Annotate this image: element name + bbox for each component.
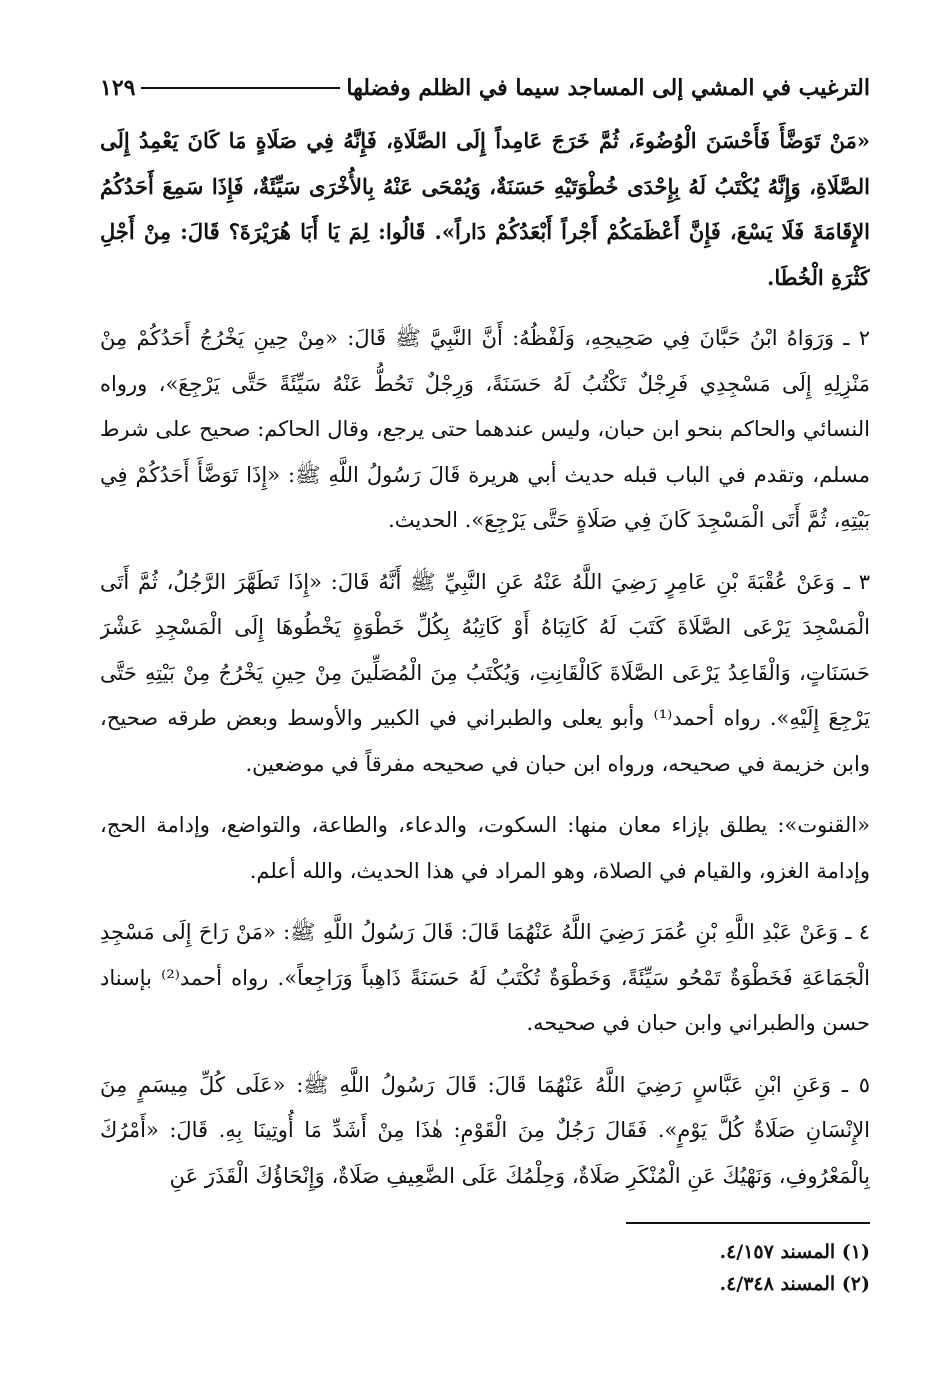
chapter-title: الترغيب في المشي إلى المساجد سيما في الظلم وفضلها (346, 75, 870, 101)
paragraph-hadith-2: ٢ ـ وَرَوَاهُ ابْنُ حَبَّانَ فِي صَحِيحِهِ، وَلَفْظُهُ: أَنَّ النَّبِيَّ ﷺ قَالَ: «مِنْ حِينِ يَخْرُجُ أَحَدُكُمْ مِنْ مَنْزِلِهِ إِلَى مَسْجِدِي فَرِجْلٌ تَكْتُبُ لَهُ حَسَنَةً، وَرِجْلٌ تَحُطُّ عَنْهُ سَيِّئَةً حَتَّى يَرْجِعَ»، ورواه النسائي والحاكم بنحو ابن حبان، وليس عندهما حتى يرجع، وقال الحاكم: صحيح على شرط مسلم، وتقدم في الباب قبله حديث أبي هريرة قَالَ رَسُولُ اللَّهِ ﷺ: «إِذَا تَوَضَّأَ أَحَدُكُمْ فِي بَيْتِهِ، ثُمَّ أَتَى الْمَسْجِدَ كَانَ فِي صَلَاةٍ حَتَّى يَرْجِعَ». الحديث. (100, 326, 870, 532)
header-rule (141, 87, 340, 89)
running-header (100, 70, 870, 106)
page-body (100, 118, 870, 1198)
footnotes (100, 1236, 870, 1300)
paragraph-hadith-4: ٤ ـ وَعَنْ عَبْدِ اللَّهِ بْنِ عُمَرَ رَضِيَ اللَّهُ عَنْهُمَا قَالَ: قَالَ رَسُولُ اللَّهِ ﷺ: «مَنْ رَاحَ إِلَى مَسْجِدِ الْجَمَاعَةِ فَخَطْوَةٌ تَمْحُو سَيِّئَةً، وَخَطْوَةٌ تُكْتَبُ لَهُ حَسَنَةً ذَاهِباً وَرَاجِعاً». رواه أحمد⁽²⁾ بإسناد حسن والطبراني وابن حبان في صحيحه. (100, 920, 870, 1035)
footnote-rule (626, 1222, 870, 1224)
paragraph-hadith-5: ٥ ـ وَعَنِ ابْنِ عَبَّاسٍ رَضِيَ اللَّهُ عَنْهُمَا قَالَ: قَالَ رَسُولُ اللَّهِ ﷺ: «عَلَى كُلِّ مِيسَمٍ مِنَ الإِنْسَانِ صَلَاةٌ كُلَّ يَوْمٍ». فَقَالَ رَجُلٌ مِنَ الْقَوْمِ: هٰذَا مِنْ أَشَدِّ مَا أُوتِينَا بِهِ. قَالَ: «أَمْرُكَ بِالْمَعْرُوفِ، وَنَهْيُكَ عَنِ الْمُنْكَرِ صَلَاةٌ، وَحِلْمُكَ عَلَى الضَّعِيفِ صَلَاةٌ، وَإِنْحَاؤُكَ الْقَذَرَ عَنِ (100, 1072, 870, 1188)
footnote-1: (١) المسند ٤/١٥٧. (719, 1241, 870, 1263)
paragraph-hadith-continuation: «مَنْ تَوَضَّأَ فَأَحْسَنَ الْوُضُوءَ، ثُمَّ خَرَجَ عَامِداً إِلَى الصَّلَاةِ، فَإِنَّهُ فِي صَلَاةٍ مَا كَانَ يَعْمِدُ إِلَى الصَّلَاةِ، وَإِنَّهُ يُكْتَبُ لَهُ بِإِحْدَى خُطْوَتَيْهِ حَسَنَةٌ، وَيُمْحَى عَنْهُ بِالأُخْرَى سَيِّئَةٌ، فَإِذَا سَمِعَ أَحَدُكُمُ الإِقَامَةَ فَلَا يَسْعَ، فَإِنَّ أَعْظَمَكُمْ أَجْراً أَبْعَدُكُمْ دَاراً». قَالُوا: لِمَ يَا أَبَا هُرَيْرَةَ؟ قَالَ: مِنْ أَجْلِ كَثْرَةِ الْخُطَا. (100, 128, 870, 290)
footnote-2: (٢) المسند ٤/٣٤٨. (719, 1273, 870, 1295)
page-number: ١٢٩ (100, 75, 136, 101)
paragraph-qunut-note: «القنوت»: يطلق بإزاء معان منها: السكوت، والدعاء، والطاعة، والتواضع، وإدامة الحج، وإدامة الغزو، والقيام في الصلاة، وهو المراد في هذا الحديث، والله أعلم. (100, 813, 870, 883)
paragraph-hadith-3: ٣ ـ وَعَنْ عُقْبَةَ بْنِ عَامِرٍ رَضِيَ اللَّهُ عَنْهُ عَنِ النَّبِيِّ ﷺ أَنَّهُ قَالَ: «إِذَا تَطَهَّرَ الرَّجُلُ، ثُمَّ أَتَى الْمَسْجِدَ يَرْعَى الصَّلَاةَ كَتَبَ لَهُ كَاتِبَاهُ أَوْ كَاتِبُهُ بِكُلِّ خَطْوَةٍ يَخْطُوهَا إِلَى الْمَسْجِدِ عَشْرَ حَسَنَاتٍ، وَالْقَاعِدُ يَرْعَى الصَّلَاةَ كَالْقَانِتِ، وَيُكْتَبُ مِنَ الْمُصَلِّينَ مِنْ حِينِ يَخْرُجُ مِنْ بَيْتِهِ حَتَّى يَرْجِعَ إِلَيْهِ». رواه أحمد⁽¹⁾ وأبو يعلى والطبراني في الكبير والأوسط وبعض طرقه صحيح، وابن خزيمة في صحيحه، ورواه ابن حبان في صحيحه مفرقاً في موضعين. (100, 569, 870, 776)
